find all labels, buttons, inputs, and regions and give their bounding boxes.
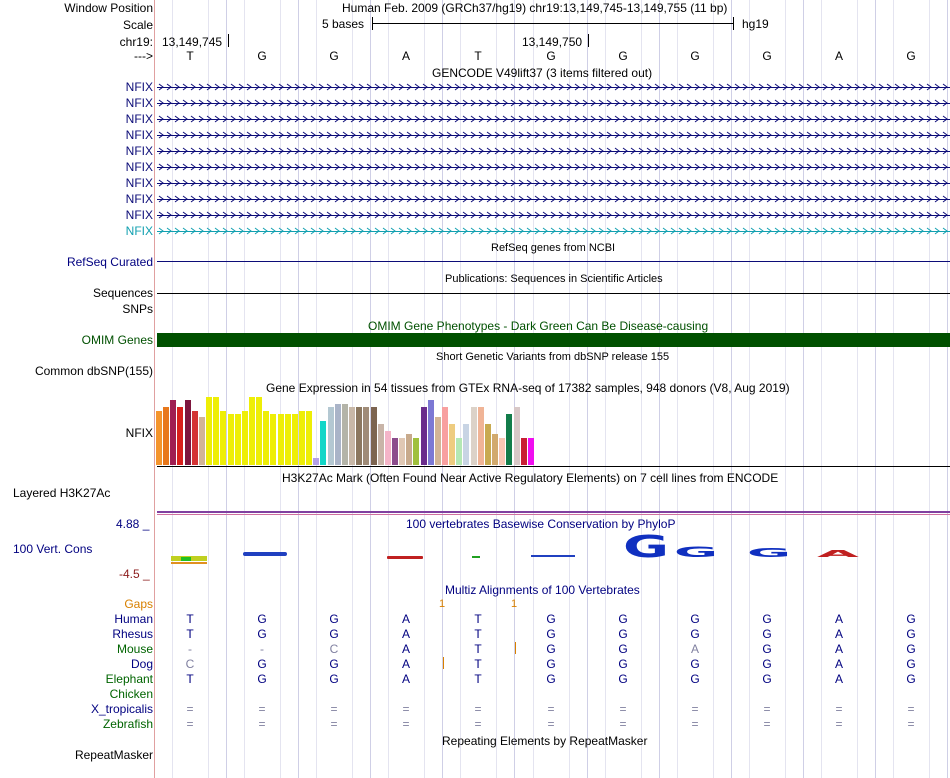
gtex-tissue-bar[interactable] — [363, 407, 369, 465]
gtex-tissue-bar[interactable] — [371, 407, 377, 465]
multiz-track-title: Multiz Alignments of 100 Vertebrates — [445, 583, 640, 597]
gtex-tissue-bar[interactable] — [356, 407, 362, 465]
aligned-base: G — [762, 657, 772, 671]
rhesus-insertion-mark — [515, 642, 516, 654]
strand-arrows — [157, 178, 950, 188]
gtex-tissue-bar[interactable] — [392, 438, 398, 465]
strand-arrows — [157, 98, 950, 108]
aligned-base: C — [329, 642, 339, 656]
aligned-base: A — [401, 657, 410, 671]
gencode-gene-label[interactable]: NFIX — [125, 208, 153, 222]
strand-arrow-glyphs — [157, 226, 950, 236]
base-letter: T — [186, 49, 194, 63]
aligned-base: G — [618, 642, 628, 656]
strand-arrows — [157, 130, 950, 140]
gtex-tissue-bar[interactable] — [320, 421, 326, 465]
strand-arrows — [157, 82, 950, 92]
base-letter: G — [906, 49, 916, 63]
aligned-base: = — [402, 717, 410, 731]
window-position-label: Window Position — [64, 1, 153, 15]
scale-text: 5 bases — [322, 17, 365, 31]
cons-mark-3 — [387, 556, 423, 559]
aligned-base: = — [547, 717, 555, 731]
gtex-tissue-bar[interactable] — [170, 400, 176, 465]
aligned-base: G — [257, 672, 267, 686]
gtex-tissue-bar[interactable] — [278, 414, 284, 465]
gtex-tissue-bar[interactable] — [399, 438, 405, 465]
scale-assembly: hg19 — [742, 17, 769, 31]
base-letter: T — [474, 49, 482, 63]
aligned-base: = — [763, 717, 771, 731]
aligned-base: T — [474, 672, 482, 686]
strand-arrows — [157, 146, 950, 156]
aligned-base: G — [618, 657, 628, 671]
base-letter: A — [401, 49, 410, 63]
multiz-gaps-label[interactable]: Gaps — [124, 597, 153, 611]
strand-arrow-glyphs — [157, 146, 950, 156]
gencode-gene-label[interactable]: NFIX — [125, 224, 153, 238]
species-label[interactable]: Rhesus — [112, 627, 153, 641]
strand-arrow-glyphs — [157, 194, 950, 204]
base-letter: G — [762, 49, 772, 63]
gtex-tissue-bar[interactable] — [478, 407, 484, 465]
ruler-position-mid: 13,149,750 — [522, 35, 583, 49]
aligned-base: T — [186, 612, 194, 626]
gtex-tissue-bar[interactable] — [471, 407, 477, 465]
aligned-base: G — [618, 612, 628, 626]
aligned-base: G — [257, 657, 267, 671]
publications-snps-label[interactable]: SNPs — [122, 302, 153, 316]
gtex-tissue-bar[interactable] — [192, 411, 198, 465]
gencode-gene-label[interactable]: NFIX — [125, 112, 153, 126]
aligned-base: = — [330, 702, 338, 716]
dbsnp-track-label[interactable]: Common dbSNP(155) — [34, 364, 153, 378]
strand-arrow-glyphs — [157, 178, 950, 188]
chrom-label: chr19: — [119, 35, 153, 49]
gencode-gene-label[interactable]: NFIX — [125, 80, 153, 94]
gtex-tissue-bar[interactable] — [235, 414, 241, 465]
strand-arrows — [157, 226, 950, 236]
conservation-track-label[interactable]: 100 Vert. Cons — [13, 542, 93, 556]
aligned-base: = — [691, 717, 699, 731]
label-separator — [154, 0, 155, 778]
gtex-tissue-bar[interactable] — [249, 397, 255, 465]
conservation-track-title: 100 vertebrates Basewise Conservation by PhyloP — [406, 517, 676, 531]
aligned-base: G — [546, 612, 556, 626]
gtex-tissue-bar[interactable] — [435, 417, 441, 465]
strand-label: ---> — [134, 49, 153, 63]
strand-arrows — [157, 114, 950, 124]
strand-arrow-glyphs — [157, 82, 950, 92]
gtex-tissue-bar[interactable] — [285, 414, 291, 465]
cons-mark-7: G — [674, 545, 718, 561]
conservation-logo[interactable] — [157, 530, 950, 570]
conservation-min-label: -4.5 _ — [119, 567, 150, 581]
species-label[interactable]: Human — [114, 612, 153, 626]
publications-track-title: Publications: Sequences in Scientific Articles — [445, 273, 663, 285]
aligned-base: G — [906, 612, 916, 626]
aligned-base: G — [906, 657, 916, 671]
gtex-tissue-bar[interactable] — [385, 431, 391, 465]
aligned-base: A — [834, 657, 843, 671]
aligned-base: = — [330, 717, 338, 731]
species-label[interactable]: Elephant — [105, 672, 153, 686]
aligned-base: G — [546, 642, 556, 656]
species-label[interactable]: Mouse — [116, 642, 153, 656]
strand-arrow-glyphs — [157, 162, 950, 172]
gtex-baseline — [157, 466, 950, 467]
gtex-tissue-bar[interactable] — [156, 411, 162, 465]
gtex-tissue-bar[interactable] — [335, 404, 341, 465]
aligned-base: G — [329, 627, 339, 641]
gtex-tissue-bar[interactable] — [456, 438, 462, 465]
gtex-tissue-bar[interactable] — [463, 424, 469, 465]
gencode-gene-label[interactable]: NFIX — [125, 160, 153, 174]
scale-bar-right-tick — [733, 17, 734, 30]
species-label[interactable]: Zebrafish — [102, 717, 153, 731]
gencode-gene-label[interactable]: NFIX — [125, 144, 153, 158]
aligned-base: G — [762, 642, 772, 656]
aligned-base: G — [546, 627, 556, 641]
aligned-base: G — [906, 627, 916, 641]
base-letter: G — [546, 49, 556, 63]
strand-arrow-glyphs — [157, 130, 950, 140]
gtex-tissue-bar[interactable] — [421, 407, 427, 465]
scale-label: Scale — [122, 18, 153, 32]
aligned-base: = — [619, 717, 627, 731]
aligned-base: A — [401, 642, 410, 656]
aligned-base: A — [401, 612, 410, 626]
species-label[interactable]: X_tropicalis — [90, 702, 153, 716]
publications-line[interactable] — [157, 293, 950, 294]
gtex-tissue-bar[interactable] — [242, 411, 248, 465]
aligned-base: = — [619, 702, 627, 716]
gtex-tissue-bar[interactable] — [213, 397, 219, 465]
species-label[interactable]: Chicken — [109, 687, 153, 701]
window-position-value: Human Feb. 2009 (GRCh37/hg19) chr19:13,149,745-13,149,755 (11 bp) — [342, 1, 728, 15]
aligned-base: A — [834, 642, 843, 656]
cons-mark-1c — [171, 562, 207, 564]
cons-mark-9: A — [817, 549, 861, 560]
aligned-base: = — [907, 702, 915, 716]
gtex-tissue-bar[interactable] — [306, 411, 312, 465]
gtex-tissue-bar[interactable] — [299, 411, 305, 465]
aligned-base: G — [329, 612, 339, 626]
aligned-base: = — [835, 717, 843, 731]
aligned-base: = — [763, 702, 771, 716]
gtex-tissue-bar[interactable] — [499, 438, 505, 465]
gtex-tissue-bar[interactable] — [449, 424, 455, 465]
gtex-tissue-bar[interactable] — [485, 424, 491, 465]
publications-sequences-label[interactable]: Sequences — [92, 286, 153, 300]
gtex-tissue-bar[interactable] — [263, 411, 269, 465]
strand-arrows — [157, 162, 950, 172]
gtex-tissue-bar[interactable] — [177, 407, 183, 465]
aligned-base: - — [260, 642, 264, 656]
gtex-tissue-bar[interactable] — [506, 414, 512, 465]
cons-mark-5 — [531, 555, 575, 557]
aligned-base: = — [186, 702, 194, 716]
aligned-base: = — [258, 717, 266, 731]
cons-mark-6: G — [623, 530, 669, 565]
gtex-tissue-bar[interactable] — [220, 411, 226, 465]
aligned-base: T — [186, 627, 194, 641]
gtex-tissue-bar[interactable] — [528, 438, 534, 465]
gencode-gene-label[interactable]: NFIX — [125, 128, 153, 142]
aligned-base: = — [907, 717, 915, 731]
aligned-base: = — [547, 702, 555, 716]
aligned-base: G — [762, 612, 772, 626]
aligned-base: T — [474, 657, 482, 671]
aligned-base: G — [690, 672, 700, 686]
aligned-base: T — [186, 672, 194, 686]
base-letter: G — [257, 49, 267, 63]
refseq-track-title: RefSeq genes from NCBI — [491, 242, 616, 254]
strand-arrow-glyphs — [157, 98, 950, 108]
aligned-base: A — [834, 612, 843, 626]
aligned-base: = — [474, 717, 482, 731]
aligned-base: T — [474, 627, 482, 641]
gtex-tissue-bar[interactable] — [442, 407, 448, 465]
h3k27ac-track-label[interactable]: Layered H3K27Ac — [13, 486, 111, 500]
cons-mark-1b — [181, 557, 191, 561]
gtex-tissue-bar[interactable] — [292, 414, 298, 465]
h3k27ac-signal-line[interactable] — [157, 511, 950, 513]
gtex-tissue-bar[interactable] — [342, 404, 348, 465]
aligned-base: C — [185, 657, 195, 671]
gencode-gene-label[interactable]: NFIX — [125, 176, 153, 190]
gtex-tissue-bar[interactable] — [406, 434, 412, 465]
base-letter: G — [329, 49, 339, 63]
gtex-tissue-bar[interactable] — [492, 434, 498, 465]
gtex-tissue-bar[interactable] — [413, 438, 419, 465]
aligned-base: G — [329, 672, 339, 686]
h3k27ac-track-title: H3K27Ac Mark (Often Found Near Active Regulatory Elements) on 7 cell lines from ENCODE — [282, 471, 779, 485]
aligned-base: A — [401, 627, 410, 641]
aligned-base: G — [618, 672, 628, 686]
aligned-base: = — [691, 702, 699, 716]
gtex-tissue-bar[interactable] — [521, 438, 527, 465]
base-letter: G — [618, 49, 628, 63]
ruler-tick-mid — [588, 34, 589, 47]
aligned-base: A — [690, 642, 699, 656]
refseq-gene-line[interactable] — [157, 261, 950, 262]
gtex-tissue-bar[interactable] — [428, 400, 434, 465]
aligned-base: = — [186, 717, 194, 731]
gtex-tissue-bar[interactable] — [199, 417, 205, 465]
ruler-tick-start — [228, 34, 229, 47]
aligned-base: G — [329, 657, 339, 671]
aligned-base: G — [618, 627, 628, 641]
aligned-base: A — [401, 672, 410, 686]
strand-arrow-glyphs — [157, 114, 950, 124]
refseq-track-label[interactable]: RefSeq Curated — [66, 255, 153, 269]
repeatmasker-track-label[interactable]: RepeatMasker — [74, 748, 153, 762]
gtex-tissue-bar[interactable] — [206, 397, 212, 465]
aligned-base: G — [906, 672, 916, 686]
aligned-base: A — [834, 627, 843, 641]
aligned-base: G — [546, 657, 556, 671]
repeatmasker-track-title: Repeating Elements by RepeatMasker — [442, 734, 648, 748]
gtex-tissue-bar[interactable] — [256, 397, 262, 465]
base-letter: A — [834, 49, 843, 63]
aligned-base: = — [474, 702, 482, 716]
gap-count-1: 1 — [438, 598, 446, 610]
strand-arrow-glyphs — [157, 210, 950, 220]
cons-mark-8: G — [747, 546, 791, 560]
aligned-base: T — [474, 612, 482, 626]
omim-gene-bar[interactable] — [157, 333, 950, 347]
aligned-base: G — [690, 612, 700, 626]
gtex-tissue-bar[interactable] — [313, 458, 319, 465]
omim-track-label[interactable]: OMIM Genes — [81, 333, 153, 347]
gtex-tissue-bar[interactable] — [378, 424, 384, 465]
aligned-base: = — [258, 702, 266, 716]
strand-arrows — [157, 194, 950, 204]
cons-mark-4 — [472, 556, 480, 558]
aligned-base: G — [690, 627, 700, 641]
gtex-tissue-bar[interactable] — [163, 407, 169, 465]
aligned-base: - — [188, 642, 192, 656]
gtex-track-label[interactable]: NFIX — [125, 426, 153, 440]
aligned-base: = — [835, 702, 843, 716]
aligned-base: G — [906, 642, 916, 656]
cons-mark-2 — [243, 552, 287, 556]
aligned-base: T — [474, 642, 482, 656]
aligned-base: G — [690, 657, 700, 671]
gtex-tissue-bar[interactable] — [185, 400, 191, 465]
gencode-gene-label[interactable]: NFIX — [125, 192, 153, 206]
base-letter: G — [690, 49, 700, 63]
aligned-base: G — [762, 627, 772, 641]
dog-insertion-mark — [443, 657, 444, 669]
gtex-tissue-bar[interactable] — [270, 414, 276, 465]
gencode-track-title: GENCODE V49lift37 (3 items filtered out) — [432, 66, 653, 80]
gtex-tissue-bar[interactable] — [349, 407, 355, 465]
dbsnp-track-title: Short Genetic Variants from dbSNP release 155 — [436, 351, 670, 363]
aligned-base: G — [546, 672, 556, 686]
species-label[interactable]: Dog — [130, 657, 153, 671]
gencode-gene-label[interactable]: NFIX — [125, 96, 153, 110]
strand-arrows — [157, 210, 950, 220]
ruler-position-start: 13,149,745 — [162, 35, 223, 49]
conservation-max-label: 4.88 _ — [116, 517, 150, 531]
gtex-tissue-bar[interactable] — [328, 407, 334, 465]
aligned-base: G — [257, 627, 267, 641]
aligned-base: G — [257, 612, 267, 626]
aligned-base: = — [402, 702, 410, 716]
gtex-track-title: Gene Expression in 54 tissues from GTEx RNA-seq of 17382 samples, 948 donors (V8, Aug 2019) — [266, 381, 790, 395]
gtex-tissue-bar[interactable] — [514, 407, 520, 465]
omim-track-title: OMIM Gene Phenotypes - Dark Green Can Be Disease-causing — [368, 319, 709, 333]
aligned-base: A — [834, 672, 843, 686]
scale-bar — [372, 23, 734, 24]
scale-bar-left-tick — [372, 17, 373, 30]
aligned-base: G — [762, 672, 772, 686]
gtex-tissue-bar[interactable] — [228, 414, 234, 465]
h3k27ac-signal-line-2 — [157, 514, 950, 515]
gap-count-2: 1 — [510, 598, 518, 610]
